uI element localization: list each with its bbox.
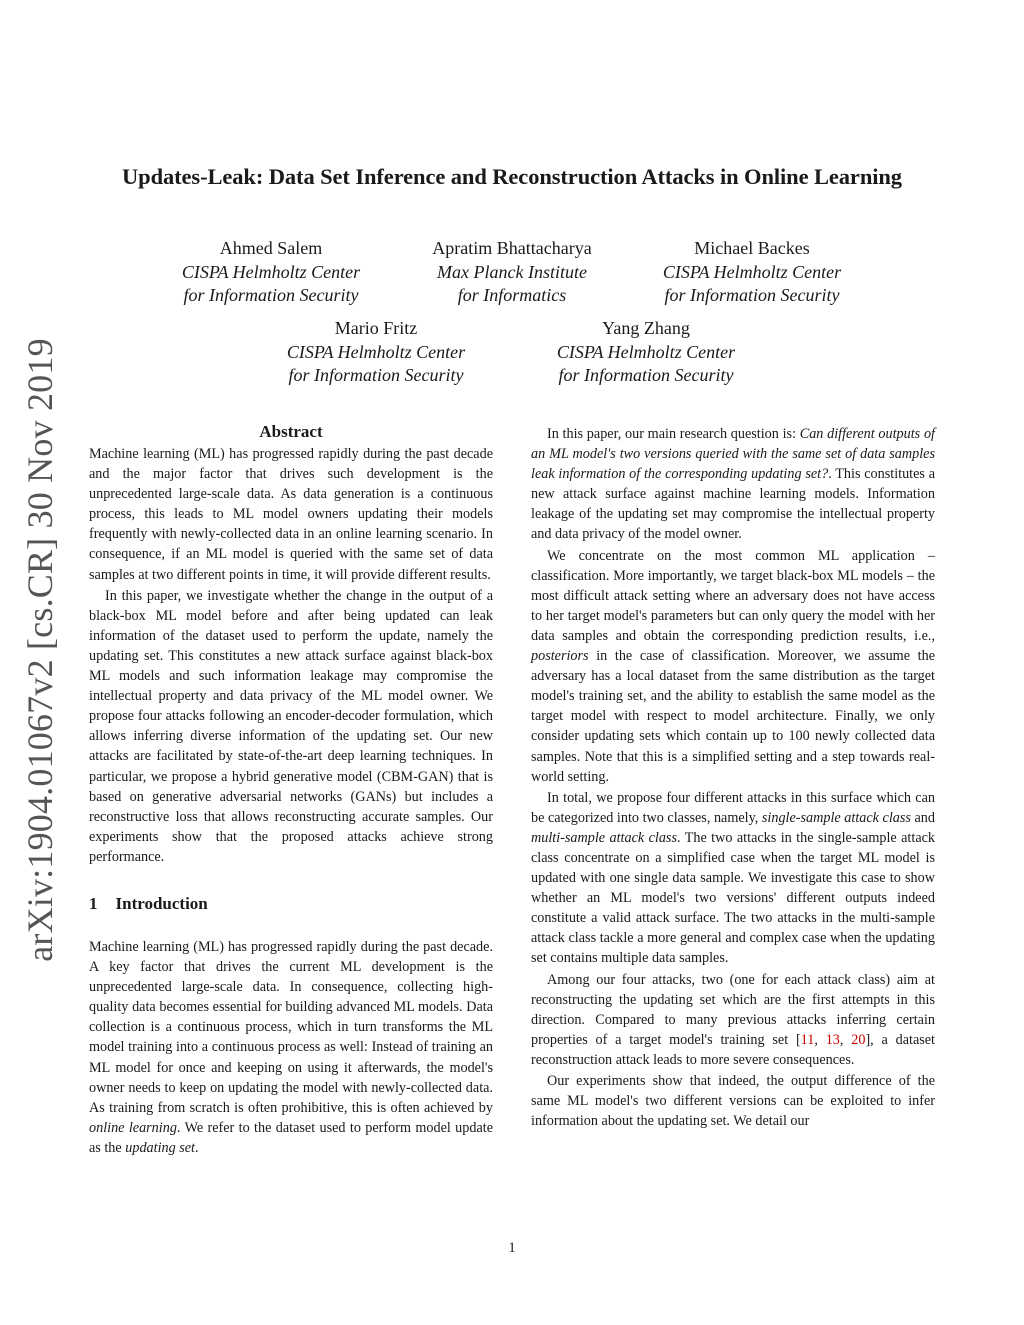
author-affiliation: CISPA Helmholtz Center	[286, 341, 466, 362]
author-block	[171, 237, 371, 308]
emphasis-text: posteriors	[531, 648, 589, 665]
emphasis-text: multi-sample attack class	[531, 829, 677, 846]
author-name: Apratim Bhattacharya	[432, 238, 592, 258]
body-paragraph: In this paper, our main research question is: Can different outputs of an ML model's two versions queried with the same set of data samples leak information of the corresponding updating set?. This constitutes a new attack surface against machine learning models. Information leakage of the updating set may compromise the intellectual property and data privacy of the model owner.	[531, 426, 936, 543]
emphasis-text: updating set	[125, 1139, 196, 1156]
section-title: Introduction	[115, 893, 208, 913]
author-affiliation: Max Planck Institute	[437, 261, 587, 282]
author-block	[652, 237, 852, 308]
citation-link[interactable]: 11	[800, 1031, 815, 1048]
page-number: 1	[508, 1240, 516, 1256]
author-block	[546, 317, 746, 388]
right-column	[531, 424, 935, 1131]
left-column	[89, 421, 493, 1158]
author-block	[412, 237, 612, 308]
arxiv-identifier: arXiv:1904.01067v2 [cs.CR] 30 Nov 2019	[20, 338, 60, 962]
author-name: Yang Zhang	[602, 318, 690, 338]
author-affiliation: CISPA Helmholtz Center	[662, 261, 842, 282]
paper-title: Updates-Leak: Data Set Inference and Reconstruction Attacks in Online Learning	[122, 164, 902, 189]
emphasis-text: online learning	[89, 1119, 177, 1136]
body-paragraph: Among our four attacks, two (one for each attack class) aim at reconstructing the updating set which are the first attempts in this direction. Compared to many previous attacks inferring certain properties of a target model's training set [11, 13, 20], a dataset reconstruction attack leads to more severe consequences.	[531, 971, 936, 1068]
author-name: Ahmed Salem	[219, 238, 323, 258]
body-paragraph: We concentrate on the most common ML application – classification. More importantly, we target black-box ML models – the most difficult attack setting where an adversary does not have access to her target model's parameters but can only query the model with her data samples and obtain the corresponding prediction results, i.e., posteriors in the case of classification. Moreover, we assume the adversary has a local dataset from the same distribution as the target model's training set, and the ability to establish the same model as the target model with respect to model architecture. Finally, we only consider updating sets which contain up to 100 newly collected data samples. Note that this is a simplified setting and a step towards real-world setting.	[531, 547, 935, 785]
body-paragraph: In total, we propose four different attacks in this surface which can be categorized into two classes, namely, single-sample attack class and multi-sample attack class. The two attacks in the single-sample attack class concentrate on a simplified case when the target ML model is updated with one single data sample. We investigate this case to show whether an ML model's two versions' different outputs indeed constitute a valid attack surface. The two attacks in the multi-sample attack class tackle a more general and complex case when the updating set contains multiple data samples.	[531, 789, 936, 967]
author-affiliation: CISPA Helmholtz Center	[556, 341, 736, 362]
abstract-heading: Abstract	[259, 422, 323, 441]
author-block	[276, 317, 476, 388]
emphasis-text: single-sample attack class	[761, 809, 911, 826]
intro-paragraph: Machine learning (ML) has progressed rapidly during the past decade. A key factor that drives the current ML development is the unprecedented large-scale data. In consequence, collecting high-quality data becomes essential for building advanced ML models. Data collection is a continuous process, which in turn transforms the ML model training into a continuous process as well: Instead of training an ML model for once and keeping on using it afterwards, the model's owner needs to keep on updating the model with newly-collected data. As training from scratch is often prohibitive, this is often achieved by online learning. We refer to the dataset used to perform model update as the updating set.	[89, 938, 493, 1156]
author-name: Mario Fritz	[334, 318, 418, 338]
author-affiliation: CISPA Helmholtz Center	[181, 261, 361, 282]
section-number: 1	[89, 893, 98, 913]
section-heading	[89, 893, 493, 915]
citation-link[interactable]: 13	[825, 1031, 840, 1048]
author-affiliation: for Information Security	[288, 365, 464, 385]
abstract-paragraph: In this paper, we investigate whether the change in the output of a black-box ML model before and after being updated can leak information of the dataset used to perform the update, namely the updating set. This constitutes a new attack surface against black-box ML models and such information leakage may compromise the intellectual property and data privacy of the ML model owner. We propose four attacks following an encoder-decoder formulation, which allows inferring diverse information of the updating set. Our new attacks are facilitated by state-of-the-art deep learning techniques. In particular, we propose a hybrid generative model (CBM-GAN) that is based on generative adversarial networks (GANs) but includes a reconstructive loss that allows reconstructing accurate samples. Our experiments show that the proposed attacks achieve strong performance.	[89, 587, 493, 865]
author-affiliation: for Information Security	[183, 285, 359, 305]
citation-link[interactable]: 20	[851, 1031, 866, 1048]
author-affiliation: for Information Security	[664, 285, 840, 305]
author-name: Michael Backes	[694, 238, 810, 258]
author-affiliation: for Informatics	[457, 285, 567, 305]
abstract-paragraph: Machine learning (ML) has progressed rapidly during the past decade and the major factor that drives such development is the unprecedented large-scale data. As data generation is a continuous process, this leads to ML model owners updating their models frequently with newly-collected data in an online learning scenario. In consequence, if an ML model is queried with the same set of data samples at two different points in time, it will provide different results.	[89, 446, 493, 583]
emphasis-text: Can different outputs of an ML model's two versions queried with the same set of data samples leak information of the corresponding updating set?	[531, 426, 935, 483]
author-affiliation: for Information Security	[558, 365, 734, 385]
body-paragraph: Our experiments show that indeed, the output difference of the same ML model's two different versions can be exploited to infer information about the updating set. We detail our	[531, 1073, 935, 1130]
